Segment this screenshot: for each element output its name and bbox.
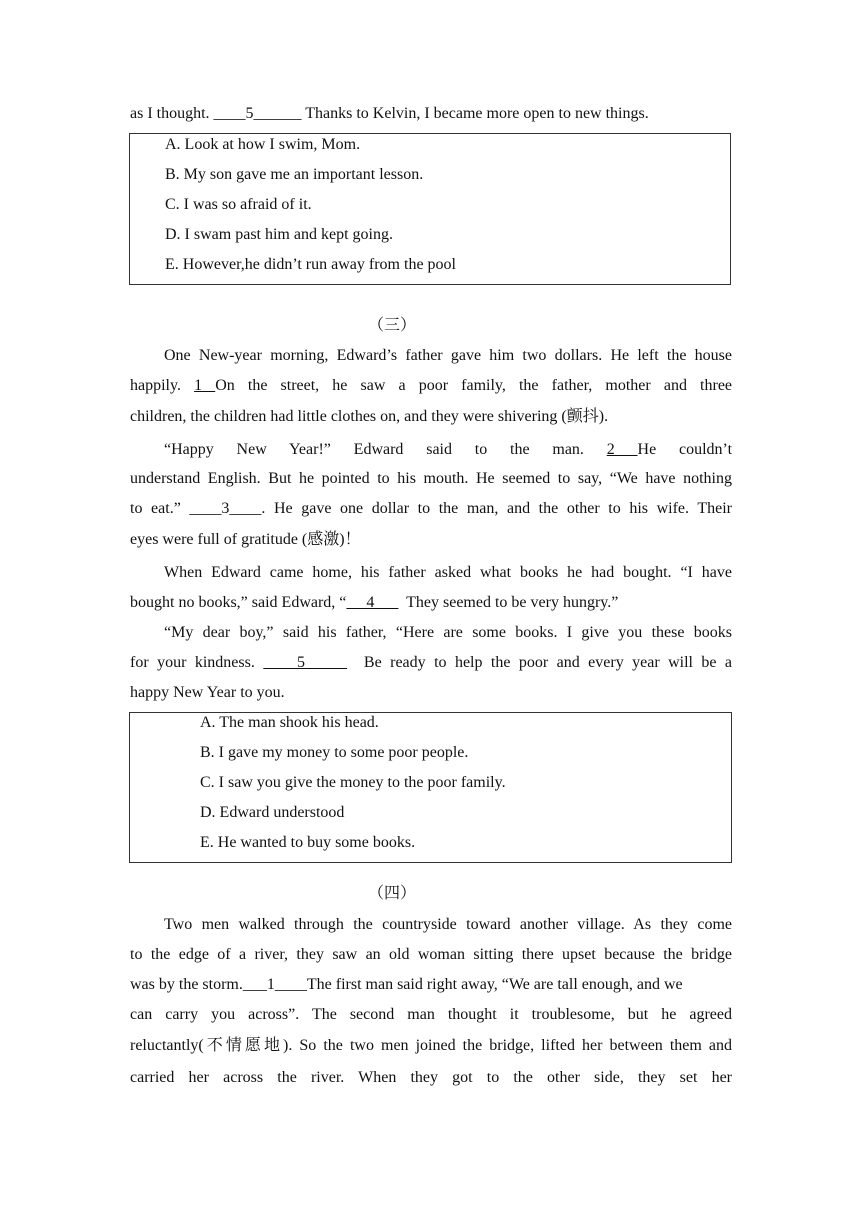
text: was by the storm. — [130, 976, 243, 993]
text: “Happy New Year!” Edward said to the man. — [164, 441, 607, 458]
paragraph-line: carried her across the river. When they got to the other side, they set her — [130, 1069, 732, 1086]
section-heading-4: （四） — [368, 885, 417, 902]
paragraph-line — [130, 975, 732, 995]
section-heading-3: （三） — [368, 317, 417, 334]
text: as I thought. — [130, 105, 214, 122]
option-b: B. I gave my money to some poor people. — [200, 744, 469, 761]
text: to eat.” — [130, 500, 190, 517]
text: bought no books,” said Edward, “ — [130, 594, 347, 611]
paragraph-line: to the edge of a river, they saw an old woman sitting there upset because the bridge — [130, 946, 732, 963]
paragraph-line — [130, 104, 732, 124]
paragraph-line — [130, 653, 732, 673]
paragraph-line — [130, 440, 732, 460]
paragraph-line: happy New Year to you. — [130, 684, 285, 701]
paragraph-line — [130, 499, 732, 519]
text: happily. — [130, 377, 195, 394]
paragraph-line — [130, 376, 732, 396]
text: The first man said right away, “We are tall enough, and we — [306, 976, 683, 993]
text: On the street, he saw a poor family, the father, mother and three — [215, 377, 733, 394]
paragraph-line: “My dear boy,” said his father, “Here are some books. I give you these books — [164, 624, 732, 641]
blank-3: ____3____ — [189, 500, 262, 517]
text: He couldn’t — [637, 441, 733, 458]
paragraph-line: reluctantly(不情愿地). So the two men joined the bridge, lifted her between them and — [130, 1037, 732, 1054]
blank-5: 5 — [263, 654, 348, 671]
blank-4: 4 — [346, 594, 399, 611]
option-b: B. My son gave me an important lesson. — [165, 166, 424, 183]
text: Thanks to Kelvin, I became more open to new things. — [301, 105, 649, 122]
option-a: A. Look at how I swim, Mom. — [165, 136, 361, 153]
paragraph-line: When Edward came home, his father asked what books he had bought. “I have — [164, 564, 732, 581]
paragraph-line: One New-year morning, Edward’s father gave him two dollars. He left the house — [164, 347, 732, 364]
paragraph-line: understand English. But he pointed to his mouth. He seemed to say, “We have nothing — [130, 470, 732, 487]
paragraph-line: children, the children had little clothes on, and they were shivering (颤抖). — [130, 408, 609, 425]
option-c: C. I saw you give the money to the poor family. — [200, 774, 506, 791]
paragraph-line: Two men walked through the countryside toward another village. As they come — [164, 916, 732, 933]
text: . He gave one dollar to the man, and the other to his wife. Their — [261, 500, 732, 517]
paragraph-line: eyes were full of gratitude (感激)！ — [130, 531, 361, 548]
option-d: D. I swam past him and kept going. — [165, 226, 393, 243]
blank-1: 1 — [194, 377, 216, 394]
blank-5: ____5______ — [213, 105, 302, 122]
option-e: E. However,he didn’t run away from the pool — [165, 256, 456, 273]
blank-1: ___1____ — [242, 976, 307, 993]
text: They seemed to be very hungry.” — [398, 594, 619, 611]
blank-2: 2 — [606, 441, 638, 458]
text: Be ready to help the poor and every year will be a — [347, 654, 733, 671]
option-d: D. Edward understood — [200, 804, 345, 821]
text: for your kindness. — [130, 654, 264, 671]
option-e: E. He wanted to buy some books. — [200, 834, 416, 851]
paragraph-line: can carry you across”. The second man thought it troublesome, but he agreed — [130, 1006, 732, 1023]
paragraph-line — [130, 593, 732, 613]
option-a: A. The man shook his head. — [200, 714, 379, 731]
option-c: C. I was so afraid of it. — [165, 196, 312, 213]
